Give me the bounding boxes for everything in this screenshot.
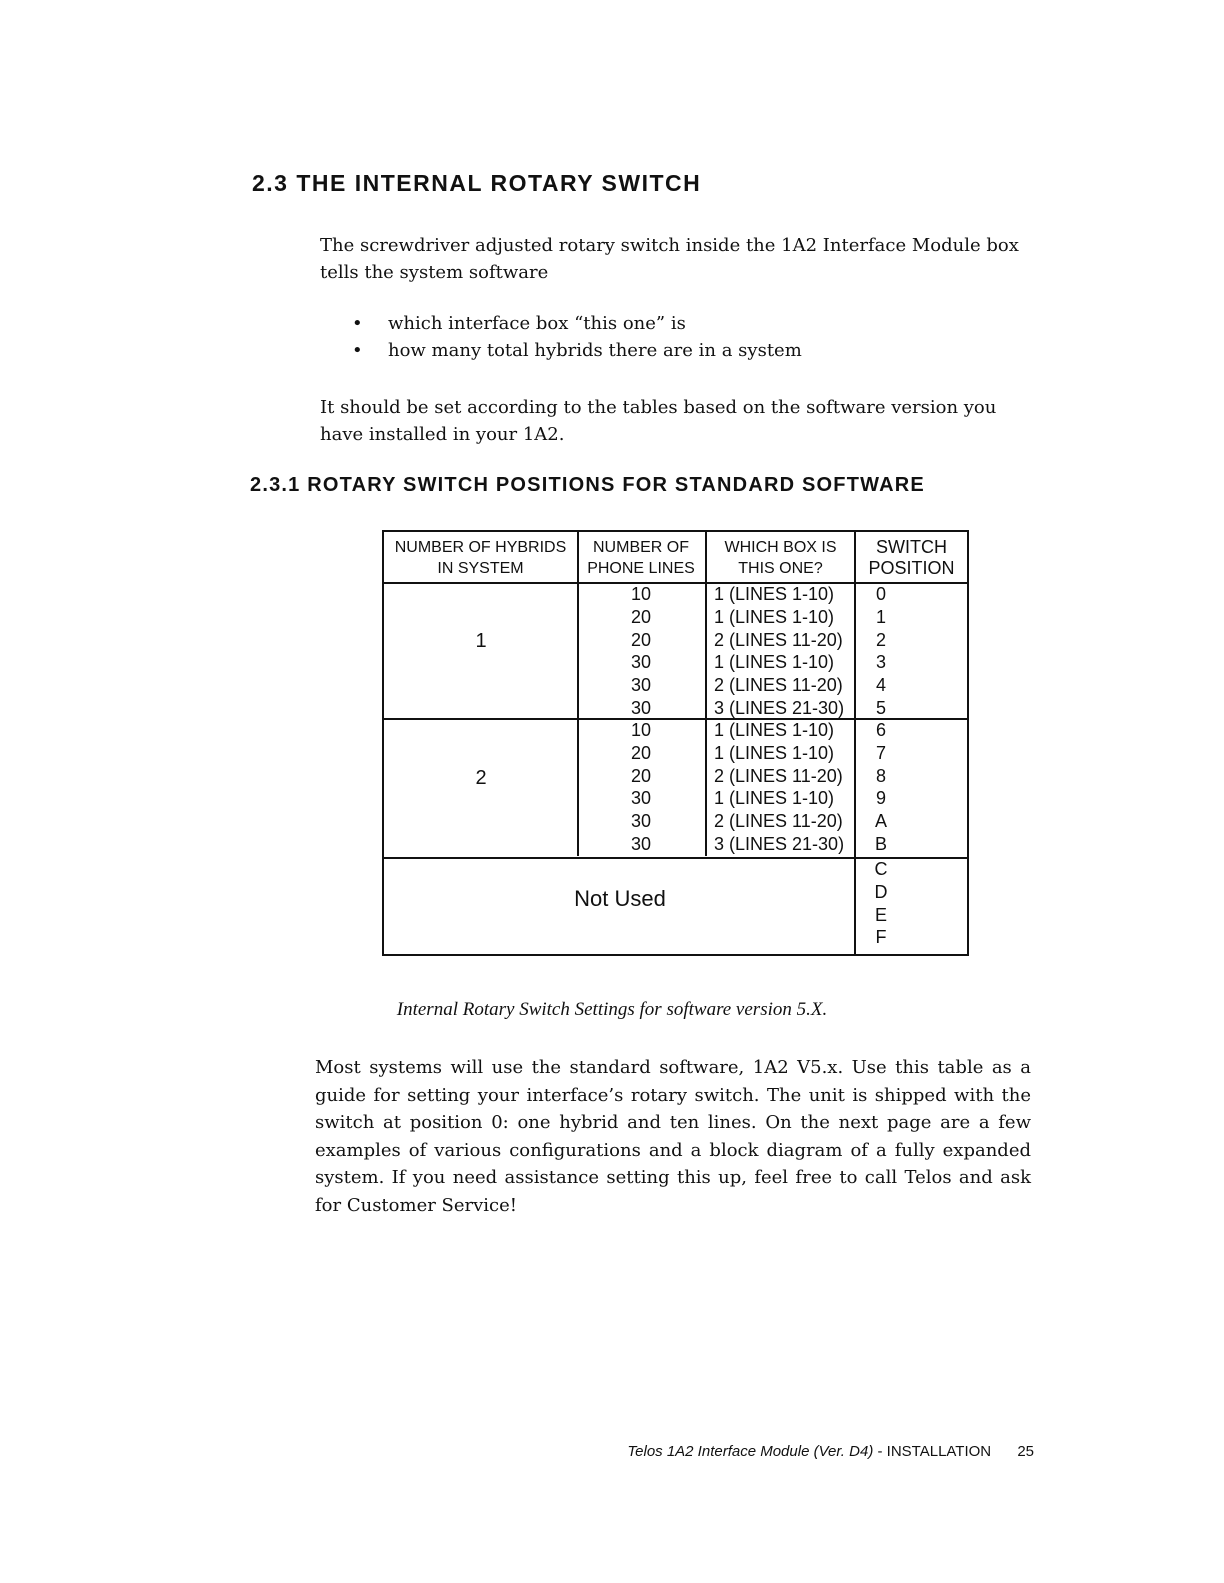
header-text: WHICH BOX IS xyxy=(724,539,837,556)
group-hybrids-label: 2 xyxy=(475,767,487,789)
table-cell: A xyxy=(874,811,887,832)
table-cell: 30 xyxy=(630,833,652,854)
header-hybrids xyxy=(384,532,577,584)
table-cell: 2 (LINES 11-20) xyxy=(714,765,843,786)
table-cell: 6 xyxy=(875,720,886,740)
table-cell: F xyxy=(875,927,887,948)
table-cell: 1 (LINES 1-10) xyxy=(714,720,835,740)
table-cell: B xyxy=(874,833,887,854)
table-cell: 30 xyxy=(630,811,652,832)
table-cell: 4 xyxy=(875,675,886,696)
rule xyxy=(705,532,707,856)
closing-paragraph: Most systems will use the standard software, 1A2 V5.x. Use this table as a guide for setting your interface’s rotary switch. The unit is shipped with the switch at position 0: one hybrid and ten lines. On the next page are a few examples of various configurations and a block diagram of a fully expanded system. If you need assistance setting this up, feel free to call Telos and ask for Customer Service! xyxy=(315,1057,1031,1216)
header-text: POSITION xyxy=(868,558,955,578)
tables-paragraph: It should be set according to the tables based on the software version you have installed in your 1A2. xyxy=(320,397,997,445)
table-cell: 3 xyxy=(875,652,886,673)
position-column xyxy=(856,583,906,720)
footer-doc-title: Telos 1A2 Interface Module (Ver. D4) xyxy=(627,1443,874,1460)
lines-column xyxy=(577,583,705,720)
footer-section: - INSTALLATION xyxy=(877,1443,992,1460)
lines-column xyxy=(577,719,705,856)
table-cell: 1 (LINES 1-10) xyxy=(714,584,835,604)
table-cell: 1 (LINES 1-10) xyxy=(714,606,835,627)
table-cell: 2 xyxy=(875,629,886,650)
table-cell: 8 xyxy=(875,765,886,786)
position-column xyxy=(856,719,906,856)
intro-paragraph: The screwdriver adjusted rotary switch inside the 1A2 Interface Module box tells the system software xyxy=(320,235,1019,283)
bullet-item: • which interface box “this one” is xyxy=(352,310,802,337)
table-cell: 1 xyxy=(875,606,886,627)
table-cell: 20 xyxy=(630,742,652,763)
not-used-label: Not Used xyxy=(574,886,666,911)
header-text: NUMBER OF xyxy=(593,539,689,556)
table-cell: 2 (LINES 11-20) xyxy=(714,811,843,832)
header-text: IN SYSTEM xyxy=(437,560,524,577)
header-text: THIS ONE? xyxy=(738,560,823,577)
table-cell: 5 xyxy=(875,697,886,718)
header-box xyxy=(705,532,856,584)
table-cell: D xyxy=(874,881,888,902)
bullet-item: • how many total hybrids there are in a system xyxy=(352,337,802,364)
table-cell: 20 xyxy=(630,765,652,786)
table-cell: 30 xyxy=(630,788,652,809)
rotary-switch-table xyxy=(382,530,969,956)
table-cell: 30 xyxy=(630,697,652,718)
table-cell: 20 xyxy=(630,606,652,627)
table-cell: 1 (LINES 1-10) xyxy=(714,652,835,673)
box-column xyxy=(714,583,854,720)
header-position xyxy=(856,532,967,584)
group-hybrids-label: 1 xyxy=(475,630,487,652)
section-title: 2.3 THE INTERNAL ROTARY SWITCH xyxy=(252,170,702,196)
table-cell: 3 (LINES 21-30) xyxy=(714,697,845,718)
header-text: SWITCH xyxy=(876,537,947,557)
table-cell: 1 (LINES 1-10) xyxy=(714,788,835,809)
table-cell: C xyxy=(874,859,888,879)
table-cell: 1 (LINES 1-10) xyxy=(714,742,835,763)
table-cell: 9 xyxy=(875,788,886,809)
table-cell: E xyxy=(874,904,887,925)
table-cell: 30 xyxy=(630,675,652,696)
table-cell: 0 xyxy=(875,584,886,604)
page-number: 25 xyxy=(1017,1443,1034,1460)
page-footer xyxy=(627,1443,1034,1460)
header-lines xyxy=(577,532,705,584)
bullet-list xyxy=(352,310,802,364)
table-cell: 3 (LINES 21-30) xyxy=(714,833,845,854)
table-cell: 10 xyxy=(630,584,652,604)
header-text: NUMBER OF HYBRIDS xyxy=(394,539,567,556)
table-cell: 7 xyxy=(875,742,886,763)
table-cell: 10 xyxy=(630,720,652,740)
table-cell: 2 (LINES 11-20) xyxy=(714,675,843,696)
box-column xyxy=(714,719,854,856)
header-text: PHONE LINES xyxy=(587,560,695,577)
table-cell: 2 (LINES 11-20) xyxy=(714,629,843,650)
table-cell: 20 xyxy=(630,629,652,650)
subsection-title: 2.3.1 ROTARY SWITCH POSITIONS FOR STANDARD SOFTWARE xyxy=(250,474,925,496)
table-caption: Internal Rotary Switch Settings for software version 5.X. xyxy=(396,999,828,1020)
unused-position-column xyxy=(856,858,906,949)
table-cell: 30 xyxy=(630,652,652,673)
